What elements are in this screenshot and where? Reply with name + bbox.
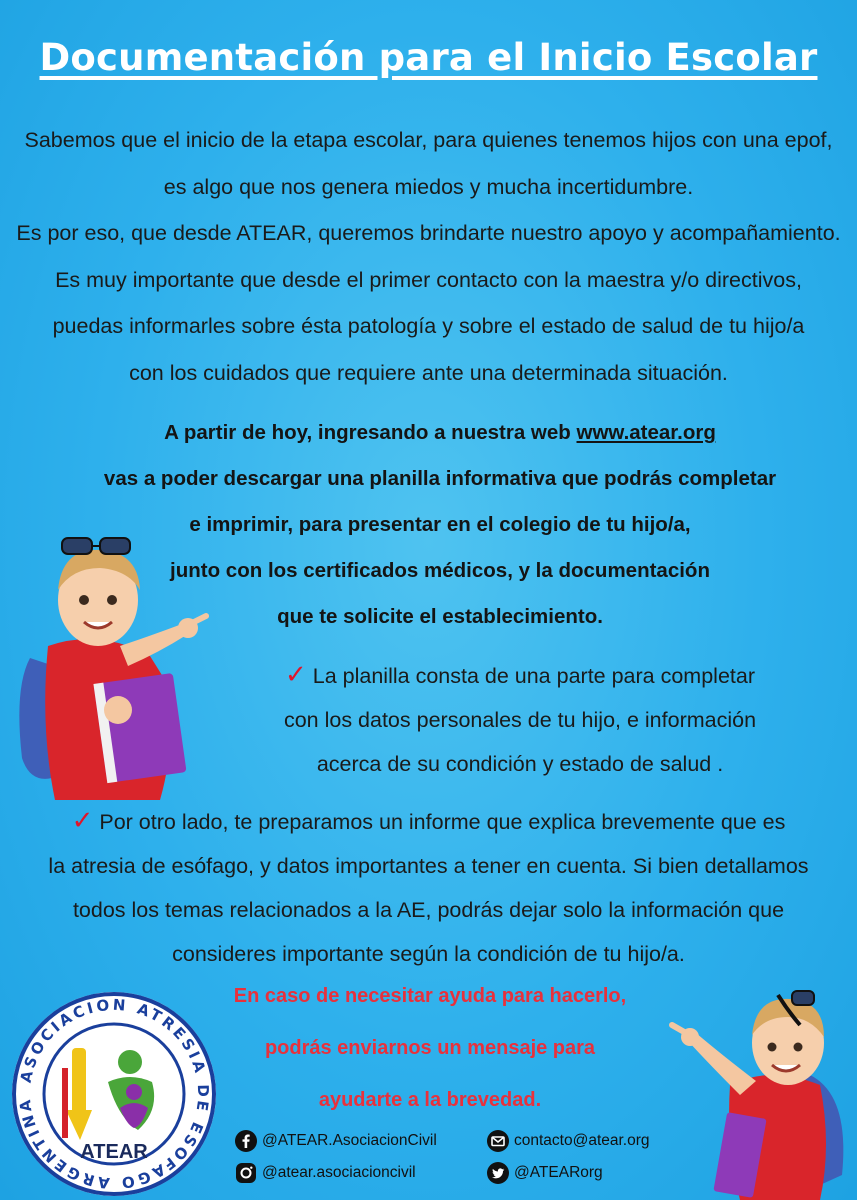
planilla-line: acerca de su condición y estado de salud .: [316, 752, 724, 776]
instagram-handle[interactable]: @atear.asociacioncivil: [262, 1164, 416, 1181]
checkmark-icon: ✓: [284, 659, 307, 689]
planilla-line: con los datos personales de tu hijo, e información: [283, 708, 757, 732]
instagram-icon: [234, 1161, 258, 1185]
facebook-contact[interactable]: [234, 1126, 437, 1156]
website-link[interactable]: www.atear.org: [576, 421, 716, 444]
twitter-contact[interactable]: [486, 1158, 603, 1188]
email-contact[interactable]: [486, 1126, 650, 1156]
twitter-icon: [486, 1161, 510, 1185]
web-line: vas a poder descargar una planilla informativa que podrás completar: [103, 467, 777, 490]
logo-name: ATEAR: [80, 1141, 148, 1163]
social-contacts: [234, 1124, 674, 1188]
page-title: Documentación para el Inicio Escolar: [39, 36, 818, 79]
web-line: que te solicite el establecimiento.: [277, 605, 603, 628]
informe-line: la atresia de esófago, y datos importantes a tener en cuenta. Si bien detallamos: [48, 854, 809, 878]
informe-line: [0, 798, 857, 844]
help-line: En caso de necesitar ayuda para hacerlo,: [233, 985, 627, 1007]
facebook-icon: [234, 1129, 258, 1153]
help-message: [200, 970, 660, 1126]
informe-line: consideres importante según la condición de tu hijo/a.: [172, 942, 685, 966]
facebook-handle[interactable]: @ATEAR.AsociacionCivil: [262, 1132, 437, 1149]
web-line-prefix: A partir de hoy, ingresando a nuestra web: [164, 421, 577, 444]
checkmark-icon: ✓: [71, 805, 94, 835]
intro-paragraph: [0, 117, 857, 396]
email-address[interactable]: contacto@atear.org: [514, 1132, 650, 1149]
planilla-paragraph: [200, 652, 840, 786]
intro-line: puedas informarles sobre ésta patología y sobre el estado de salud de tu hijo/a: [52, 314, 805, 338]
planilla-line: [200, 652, 840, 698]
planilla-line-text: La planilla consta de una parte para completar: [312, 664, 755, 688]
web-line: e imprimir, para presentar en el colegio de tu hijo/a,: [189, 513, 691, 536]
web-line: junto con los certificados médicos, y la documentación: [170, 559, 710, 582]
instagram-contact[interactable]: [234, 1158, 416, 1188]
help-line: podrás enviarnos un mensaje para: [264, 1037, 596, 1059]
mail-icon: [486, 1129, 510, 1153]
intro-line: es algo que nos genera miedos y mucha incertidumbre.: [163, 174, 694, 199]
intro-line: Sabemos que el inicio de la etapa escolar, para quienes tenemos hijos con una epof,: [24, 128, 833, 152]
web-line: [40, 410, 840, 456]
child-pointing-illustration: [660, 985, 857, 1200]
logo-ring-text: ASOCIACION ATRESIA DE ESOFAGO ARGENTINA: [15, 995, 213, 1193]
informe-paragraph: [0, 798, 857, 976]
twitter-handle[interactable]: @ATEARorg: [514, 1164, 603, 1181]
child-pointing-illustration: [0, 528, 210, 800]
intro-line: Es muy importante que desde el primer contacto con la maestra y/o directivos,: [55, 267, 802, 292]
atear-logo: [10, 990, 218, 1198]
informe-line-text: Por otro lado, te preparamos un informe que explica brevemente que es: [99, 810, 786, 834]
informe-line: todos los temas relacionados a la AE, podrás dejar solo la información que: [72, 898, 785, 922]
intro-line: Es por eso, que desde ATEAR, queremos brindarte nuestro apoyo y acompañamiento.: [16, 221, 841, 245]
intro-line: con los cuidados que requiere ante una determinada situación.: [129, 360, 728, 385]
help-line: ayudarte a la brevedad.: [318, 1089, 542, 1111]
